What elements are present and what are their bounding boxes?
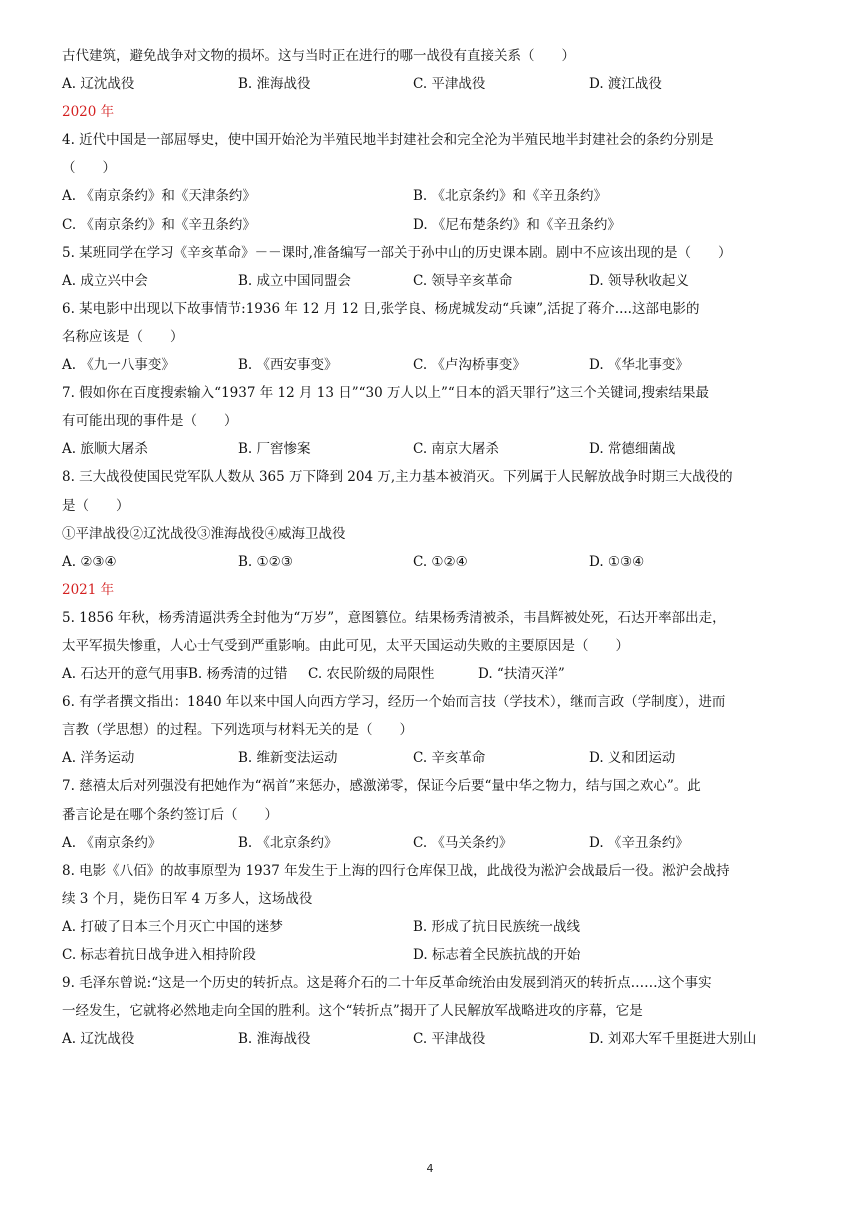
option-b: B. 维新变法运动 [238,750,338,767]
question-text: 名称应该是（ ） [62,328,184,345]
option-d: D. 渡江战役 [589,76,662,93]
option-b: B. 形成了抗日民族统一战线 [413,918,581,935]
option-b: B. 厂窖惨案 [238,441,311,458]
option-a: A. 《南京条约》 [62,834,162,851]
option-a: A. 成立兴中会 [62,272,148,289]
question-text: 4. 近代中国是一部屈辱史，使中国开始沦为半殖民地半封建社会和完全沦为半殖民地半封建社会的条约分别是 [62,132,714,149]
option-c: C. 平津战役 [413,1031,486,1048]
question-text: 一经发生，它就将必然地走向全国的胜利。这个“转折点”揭开了人民解放军战略进攻的序幕，它是 [62,1003,643,1020]
question-text: 番言论是在哪个条约签订后（ ） [62,806,278,823]
question-list [62,42,802,1053]
option-c: C. ①②④ [413,553,468,570]
option-d: D. ①③④ [589,553,645,570]
option-c: C. 农民阶级的局限性 [308,666,435,683]
option-b: B. 杨秀清的过错 [188,666,288,683]
option-a: A. 《南京条约》和《天津条约》 [62,188,256,205]
option-c: C. 领导辛亥革命 [413,272,513,289]
question-text: 8. 三大战役使国民党军队人数从 365 万下降到 204 万,主力基本被消灭。下列属于人民解放战争时期三大战役的 [62,469,733,486]
option-b: B. 淮海战役 [238,1031,311,1048]
option-row [62,267,802,295]
option-c: C. 《卢沟桥事变》 [413,357,526,374]
option-a: A. 打破了日本三个月灭亡中国的迷梦 [62,918,283,935]
option-row [62,941,802,969]
option-row [62,660,802,688]
option-b: B. 成立中国同盟会 [238,272,352,289]
option-row [62,70,802,98]
option-c: C. 辛亥革命 [413,750,486,767]
option-b: B. 淮海战役 [238,76,311,93]
option-d: D. 刘邓大军千里挺进大别山 [589,1031,757,1048]
option-row [62,1025,802,1053]
option-d: D. 义和团运动 [589,750,676,767]
option-row [62,913,802,941]
option-b: B. 《西安事变》 [238,357,338,374]
option-d: D. 《华北事变》 [589,357,689,374]
option-row [62,548,802,576]
question-text: 6. 有学者撰文指出：1840 年以来中国人向西方学习，经历一个始而言技（学技术），继而言政（学制度），进而 [62,694,726,711]
year-heading: 2021 年 [62,581,115,598]
option-a: C. 标志着抗日战争进入相持阶段 [62,947,256,963]
option-c: C. 《马关条约》 [413,834,513,851]
option-b: B. ①②③ [238,553,293,570]
option-d: D. 领导秋收起义 [589,272,689,289]
option-d: D. 常德细菌战 [589,441,676,458]
option-a: A. ②③④ [62,553,117,570]
question-text: 5. 1856 年秋，杨秀清逼洪秀全封他为“万岁”，意图篡位。结果杨秀清被杀，韦昌辉被处死，石达开率部出走， [62,609,726,626]
question-text: 7. 假如你在百度搜索输入“1937 年 12 月 13 日”“30 万人以上”“日本的滔天罪行”这三个关键词,搜索结果最 [62,385,710,402]
option-a: A. 旅顺大屠杀 [62,441,148,458]
option-b: B. 《北京条约》和《辛丑条约》 [413,188,608,205]
option-row [62,435,802,463]
question-text: 9. 毛泽东曾说:“这是一个历史的转折点。这是蒋介石的二十年反革命统治由发展到消灭的转折点……这个事实 [62,975,712,992]
option-a: A. 石达开的意气用事 [62,666,189,683]
option-d: D. “扶清灭洋” [478,666,565,683]
option-b: D. 《尼布楚条约》和《辛丑条约》 [413,216,621,233]
question-text: 太平军损失惨重，人心士气受到严重影响。由此可见，太平天国运动失败的主要原因是（ ） [62,637,629,654]
question-text: （ ） [62,160,116,177]
option-d: D. 《辛丑条约》 [589,834,689,851]
question-text: 7. 慈禧太后对列强没有把她作为“祸首”来惩办，感激涕零，保证今后要“量中华之物力，结与国之欢心”。此 [62,778,701,795]
option-row [62,351,802,379]
option-a: A. 《九一八事变》 [62,357,175,374]
question-text: 古代建筑，避免战争对文物的损坏。这与当时正在进行的哪一战役有直接关系（ ） [62,48,575,64]
option-a: A. 辽沈战役 [62,1031,135,1048]
question-text: 是（ ） [62,497,130,514]
question-text: 有可能出现的事件是（ ） [62,413,238,430]
question-text: 6. 某电影中出现以下故事情节:1936 年 12 月 12 日,张学良、杨虎城发动“兵谏”,活捉了蒋介....这部电影的 [62,300,700,317]
option-a: C. 《南京条约》和《辛丑条约》 [62,216,256,233]
year-heading: 2020 年 [62,104,115,121]
option-b: B. 《北京条约》 [238,834,338,851]
question-text: 续 3 个月，毙伤日军 4 万多人，这场战役 [62,890,313,907]
question-text: 5. 某班同学在学习《辛亥革命》－－课时,准备编写一部关于孙中山的历史课本剧。剧中不应该出现的是（ ） [62,244,732,261]
question-text: 8. 电影《八佰》的故事原型为 1937 年发生于上海的四行仓库保卫战，此战役为淞沪会战最后一役。淞沪会战持 [62,862,730,879]
page-number: 4 [426,1162,434,1175]
option-row [62,211,802,239]
option-c: C. 南京大屠杀 [413,441,499,458]
question-text: ①平津战役②辽沈战役③淮海战役④威海卫战役 [62,525,346,542]
option-row [62,744,802,772]
option-a: A. 辽沈战役 [62,76,135,93]
question-text: 言教（学思想）的过程。下列选项与材料无关的是（ ） [62,722,413,739]
option-row [62,182,802,210]
option-b: D. 标志着全民族抗战的开始 [413,947,581,963]
option-row [62,829,802,857]
option-c: C. 平津战役 [413,76,486,93]
option-a: A. 洋务运动 [62,750,135,767]
